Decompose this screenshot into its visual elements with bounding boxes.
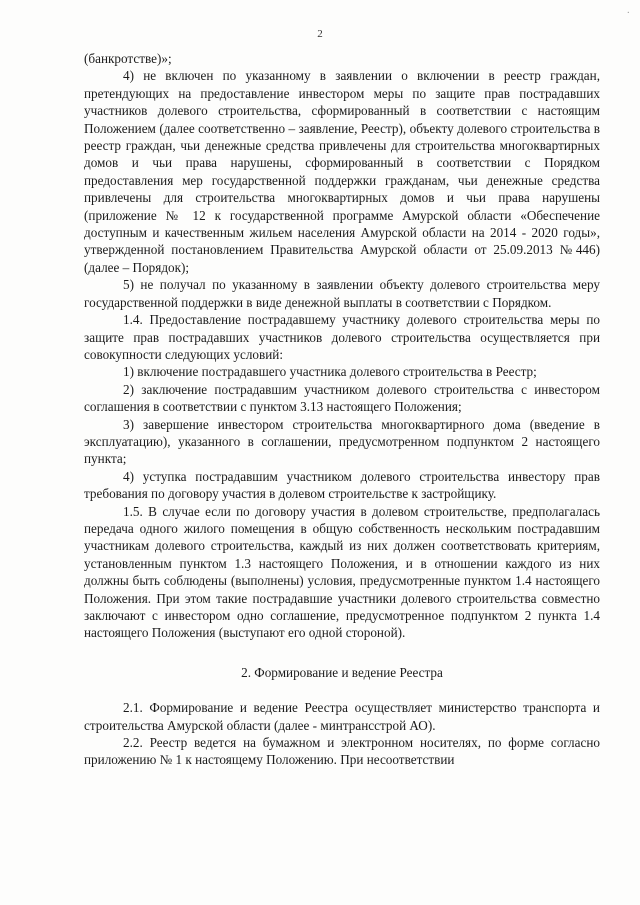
paragraph: 1.5. В случае если по договору участия в долевом строительстве, предполагалась передача одного жилого помещения в общую собственность нескольким пострадавшим участникам долевого строительства, каждый из них должен соответствовать критериям, установленным пунктом 1.3 настоящего Положения, и в отношении каждого из них должны быть соблюдены (выполнены) условия, предусмотренные пунктом 1.4 настоящего Положения. При этом такие пострадавшие участники долевого строительства совместно заключают с инвестором одно соглашение, предусмотренное подпунктом 2 пункта 1.4 настоящего Положения (выступают его одной стороной). [84, 503, 600, 641]
scan-mark: · [626, 8, 630, 19]
paragraph: 1) включение пострадавшего участника долевого строительства в Реестр; [123, 364, 537, 380]
paragraph: (банкротстве)»; [84, 51, 172, 66]
paragraph: 4) уступка пострадавшим участником долевого строительства инвестору прав требования по договору участия в долевом строительстве к застройщику. [84, 468, 600, 502]
paragraph: 2.2. Реестр ведется на бумажном и электронном носителях, по форме согласно приложению № 1 к настоящему Положению. При несоответствии [84, 735, 600, 768]
page-number: 2 [317, 28, 323, 40]
paragraph: 3) завершение инвестором строительства многоквартирного дома (введение в эксплуатацию), указанного в соглашении, предусмотренном подпунктом 2 настоящего пункта; [84, 416, 600, 467]
paragraph: 5) не получал по указанному в заявлении объекту долевого строительства меру государственной поддержки в виде денежной выплаты в соответствии с Порядком. [84, 277, 600, 310]
paragraph: 2) заключение пострадавшим участником долевого строительства с инвестором соглашения в соответствии с пунктом 3.13 настоящего Положения; [84, 381, 600, 415]
section-heading: 2. Формирование и ведение Реестра [241, 664, 443, 680]
paragraph: 1.4. Предоставление пострадавшему участнику долевого строительства меры по защите прав пострадавших участников долевого строительства осуществляется при совокупности следующих условий: [84, 312, 600, 362]
paragraph: 4) не включен по указанному в заявлении о включении в реестр граждан, претендующих на предоставление инвестором меры по защите прав пострадавших участников долевого строительства, сформированный в соответствии с настоящим Положением (далее соответственно – заявление, Реестр), объекту долевого строительства в реестр граждан, чьи денежные средства привлечены для строительства многоквартирных домов и чьи права нарушены, сформированный в соответствии с Порядком предоставления мер государственной поддержки гражданам, чьи денежные средства привлечены для строительства многоквартирных домов и чьи права нарушены (приложение № 12 к государственной программе Амурской области «Обеспечение доступным и качественным жильем населения Амурской области на 2014 - 2020 годы», утвержденной постановлением Правительства Амурской области от 25.09.2013 №446) (далее – Порядок); [84, 68, 600, 275]
paragraph: 2.1. Формирование и ведение Реестра осуществляет министерство транспорта и строительства Амурской области (далее - минтрансстрой АО). [84, 700, 600, 733]
document-body [84, 50, 600, 769]
